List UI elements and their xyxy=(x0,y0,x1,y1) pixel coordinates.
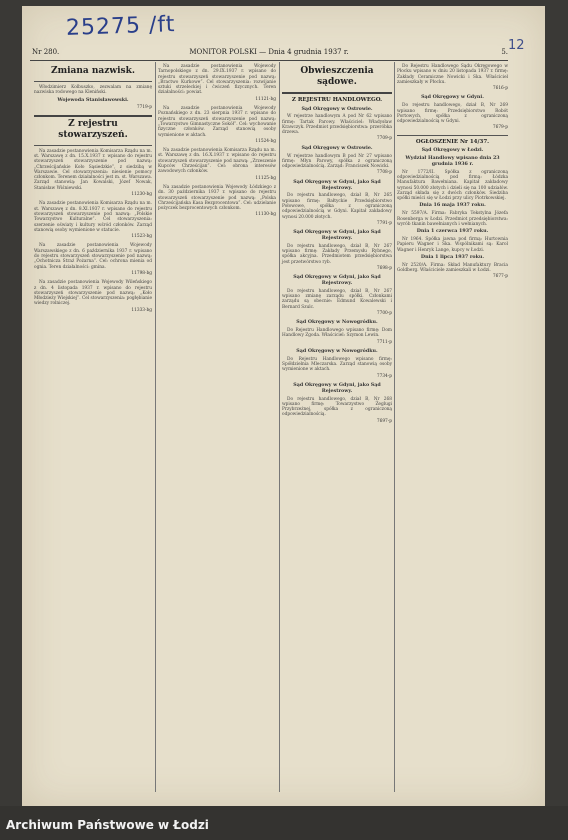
notice-entry xyxy=(34,243,152,276)
notice-code: 7709-p xyxy=(376,136,392,142)
notice-text: Nr 1772/II. Spółka z ograniczoną odpowiedzialnością pod firmą: Łódzka Manufaktura Bawełniana. Kapitał zakładowy wynosi 50.000 złotych i dzieli się na 100 udziałów. Zarząd składa się z dwóch członków. Siedziba spółki mieści się w Łodzi przy ulicy Piotrkowskiej. xyxy=(397,169,508,202)
notice-text: Do Rejestru Handlowego Sądu Okręgowego w Płocku wpisano w dniu 20 listopada 1937 r. firmę: Zakłady Ceramiczne Nowicki i Ska. Właściciel zamieszkały w Płocku. xyxy=(397,64,508,85)
notice-entry xyxy=(34,85,152,111)
column-4 xyxy=(397,64,508,284)
court-name: Sąd Okręgowy w Nowogródku. xyxy=(296,347,378,354)
notice-date: Dnia 16 maja 1937 roku. xyxy=(419,202,486,209)
notice-code: 11130-bg xyxy=(255,212,276,218)
notice-code: 7677-p xyxy=(492,274,508,280)
column-2 xyxy=(158,64,276,222)
notice-code: 11524-bg xyxy=(255,138,276,144)
notice-text: Na zasadzie postanowienia Komisarza Rządu na m. st. Warszawę z dn. 15.X.1937 r. wpisano do rejestru stowarzyszeń stowarzyszenie pod nazwą: „Chrześcijańskie Koło Sąsiedzkie”, z siedzibą w Warszawie. Cel stowarzyszenia: niesienie pomocy członkom. Terenem działalności jest m. st. Warszawa. Zarząd stanowią: Jan Kowalski, Józef Nowak, Stanisław Wiśniewski. xyxy=(34,148,152,191)
notice-date: Dnia 1 lipca 1937 roku. xyxy=(420,253,485,260)
notice-text: Nr 5597/A. Firma: Fabryka Tekstylna Józefa Rosenberga w Łodzi. Przedmiot przedsiębiorstwa: wyrób tkanin bawełnianych i wełnianych. xyxy=(397,211,508,227)
section-heading-announcements: Obwieszczenia sądowe. xyxy=(300,66,374,87)
notice-entry xyxy=(397,170,508,280)
column-divider xyxy=(279,62,280,792)
notice-entry xyxy=(158,64,276,102)
court-name: Sąd Okręgowy w Gdyni, jako Sąd Rejestrowy. xyxy=(293,274,381,287)
court-name: Sąd Okręgowy w Ostrowie. xyxy=(301,105,373,112)
page-number: 5. xyxy=(501,48,508,56)
notice-code: 7700-p xyxy=(376,311,392,316)
notice-entry xyxy=(158,106,276,144)
notice-entry xyxy=(158,148,276,181)
archive-footer xyxy=(0,806,568,840)
notice-heading: OGŁOSZENIE Nr 14/37. xyxy=(415,138,490,145)
notice-text: W rejestrze handlowym A pod Nr 62 wpisano firmę: Tartak Parowy. Właściciel: Władysław Krawczyk. Przedmiot przedsiębiorstwa: przeróbka drzewa. xyxy=(282,114,392,136)
notice-text: Na zasadzie postanowienia Wojewody Wileńskiego z dn. 4 listopada 1937 r. wpisano do rejestru stowarzyszeń stowarzyszenie pod nazwą: „Koło Młodzieży Wiejskiej”. Cel stowarzyszenia: pogłębianie wiedzy rolniczej. xyxy=(34,280,152,307)
notice-code: 7698-p xyxy=(376,265,392,271)
notice-text: W rejestrze handlowym B pod Nr 27 wpisano firmę: Młyn Parowy, spółka z ograniczoną odpowiedzialnością. Zarząd: Franciszek Nowicki. xyxy=(282,153,392,170)
notice-entry xyxy=(34,280,152,313)
notice-code: 7697-p xyxy=(376,418,392,424)
notice-text: Nr 2520/A. Firma: Skład Manufaktury Bracia Goldberg. Właściciele zamieszkali w Łodzi. xyxy=(397,262,508,273)
notice-text: Na zasadzie postanowienia Wojewody Poznańskiego z dn. 23 sierpnia 1937 r. wpisano do rejestru stowarzyszeń stowarzyszenie pod nazwą: „Towarzystwo Gimnastyczne Sokół”. Cel: wychowanie fizyczne członków. Zarząd stanowią osoby wymienione w aktach. xyxy=(158,106,276,138)
section-rule xyxy=(34,81,152,82)
notice-text: Do rejestru handlowego, dział B, Nr 267 wpisano firmę: Zakłady Przemysłu Rybnego, spółka akcyjna. Przedmiotem przedsiębiorstwa jest przetwórstwo ryb. xyxy=(282,243,392,265)
notice-code: 11230-bg xyxy=(131,192,152,198)
notice-text: Na zasadzie postanowienia Komisarza Rządu na m. st. Warszawę z dn. 16.X.1937 r. wpisano do rejestru stowarzyszeń stowarzyszenie pod nazwą: „Zrzeszenie Kupców Chrześcijan”. Cel: obrona interesów zawodowych członków. xyxy=(158,148,276,175)
notice-code: 7734-p xyxy=(376,373,392,379)
notice-text: Na zasadzie postanowienia Komisarza Rządu na m. st. Warszawę z dn. 8.XI.1937 r. wpisano do rejestru stowarzyszeń stowarzyszenie pod nazwą: „Polskie Towarzystwo Kulturalne”. Cel stowarzyszenia: szerzenie oświaty i kultury wśród członków. Zarząd stanowią osoby wymienione w statucie. xyxy=(34,201,152,233)
court-name: Sąd Okręgowy w Gdyni, jako Sąd Rejestrowy. xyxy=(293,178,381,191)
notice-text: Do rejestru handlowego, dział B, Nr 267 wpisano zmianę zarządu spółki. Członkami zarządu są obecnie: Edmund Kowalewski i Bernard Szulc. xyxy=(282,288,392,310)
notice-text: Na zasadzie postanowienia Wojewody Tarnopolskiego z dn. 29.IX.1937 r. wpisano do rejestru stowarzyszeń stowarzyszenie pod nazwą: „Bractwo Kurkowe”. Cel stowarzyszenia: rozwijanie sztuki strzeleckiej i ćwiczeń fizycznych. Teren działalności: powiat. xyxy=(158,64,276,96)
notice-code: 7616-p xyxy=(492,86,508,92)
notice-entry xyxy=(282,275,392,316)
notice-entry xyxy=(34,201,152,239)
notice-entry xyxy=(158,185,276,218)
notice-entry xyxy=(282,146,392,176)
court-name: Sąd Okręgowy w Gdyni, jako Sąd Rejestrowy. xyxy=(293,229,381,241)
notice-text: Do rejestru handlowego, dział B, Nr 268 wpisano firmę: Towarzystwo Żeglugi Przybrzeżnej, spółka z ograniczoną odpowiedzialnością. xyxy=(282,396,392,418)
notice-code: 11125-bg xyxy=(255,175,276,181)
notice-code: 11798-bg xyxy=(131,270,152,276)
notice-subheading: Wydział Handlowy wpisano dnia 23 grudnia 1936 r. xyxy=(405,155,500,167)
handwritten-corner-mark: 12 xyxy=(508,38,525,53)
column-divider xyxy=(155,62,156,792)
section-heading-trade-register: Z REJESTRU HANDLOWEGO. xyxy=(291,97,383,103)
section-heading-name-change: Zmiana nazwisk. xyxy=(51,66,135,76)
page-header xyxy=(30,46,508,60)
court-name: Sąd Okręgowy w Gdyni. xyxy=(421,94,484,101)
notice-text: Włodzimierz Kolbuszko, zezwalam na zmianę nazwiska rodowego na Kleniński. xyxy=(34,85,152,96)
notice-text: Na zasadzie postanowienia Wojewody Warszawskiego z dn. 6 października 1937 r. wpisano do rejestru stowarzyszeń stowarzyszenie pod nazwą: „Ochotnicza Straż Pożarna”. Cel: ochrona mienia od ognia. Teren działalności: gmina. xyxy=(34,243,152,270)
court-name: Sąd Okręgowy w Ostrowie. xyxy=(301,144,373,151)
notice-entry xyxy=(282,320,392,345)
notice-entry xyxy=(397,95,508,130)
column-1 xyxy=(34,64,152,317)
notice-entry xyxy=(282,349,392,379)
notice-code: 11121-bg xyxy=(255,96,276,102)
notice-entry xyxy=(397,64,508,91)
notice-text: Do Rejestru Handlowego wpisano firmę: Spółdzielnia Mleczarska. Zarząd stanowią osoby wymienione w aktach. xyxy=(282,356,392,373)
notice-code: 11523-bg xyxy=(131,234,152,240)
section-rule xyxy=(282,92,392,94)
notice-signer: Wojewoda Stanisławowski. xyxy=(57,96,129,103)
handwritten-reference: 25275 /ft xyxy=(65,12,176,41)
archive-name: Archiwum Państwowe w Łodzi xyxy=(6,818,209,832)
notice-entry xyxy=(282,230,392,271)
court-name: Sąd Okręgowy w Gdyni, jako Sąd Rejestrowy. xyxy=(293,381,381,394)
notice-entry xyxy=(282,180,392,226)
column-divider xyxy=(394,62,395,792)
notice-code: 7708-p xyxy=(376,170,392,176)
notice-code: 7711-p xyxy=(376,339,392,345)
notice-code: 7679-p xyxy=(492,125,508,131)
section-rule xyxy=(397,135,508,136)
publication-title: MONITOR POLSKI — Dnia 4 grudnia 1937 r. xyxy=(189,48,349,56)
column-3 xyxy=(282,64,392,428)
section-heading-register: Z rejestru stowarzyszeń. xyxy=(58,118,128,140)
notice-text: Nr 1964. Spółka jawna pod firmą: Hurtownia Papieru Wagner i Ska. Wspólnikami są: Karol Wagner i Henryk Lange, kupcy w Łodzi. xyxy=(397,236,508,253)
notice-entry xyxy=(282,383,392,424)
court-name: Sąd Okręgowy w Łodzi. xyxy=(421,147,484,154)
notice-text: Na zasadzie postanowienia Wojewody Łódzkiego z dn. 30 października 1937 r. wpisano do rejestru stowarzyszeń stowarzyszenie pod nazwą: „Polska Chrześcijańska Kasa Bezprocentowa”. Cel: udzielanie pożyczek bezprocentowych członkom. xyxy=(158,184,276,212)
notice-code: 7791-p xyxy=(376,220,392,226)
notice-date: Dnia 1 czerwca 1937 roku. xyxy=(416,228,489,235)
notice-entry xyxy=(34,149,152,198)
issue-number: Nr 280. xyxy=(32,48,60,56)
notice-code: 11333-bg xyxy=(131,307,152,313)
header-rule xyxy=(30,60,508,61)
notice-text: Do rejestru handlowego, dział B, Nr 269 wpisano firmę: Przedsiębiorstwo Robót Portowych, spółka z ograniczoną odpowiedzialnością w Gdyni. xyxy=(397,103,508,125)
court-name: Sąd Okręgowy w Nowogródku. xyxy=(296,319,378,326)
notice-text: Do Rejestru Handlowego wpisano firmę: Dom Handlowy Zgoda. Właściciel: Szymon Lewin. xyxy=(282,328,392,339)
section-rule xyxy=(34,145,152,146)
section-rule xyxy=(34,115,152,117)
notice-text: Do rejestru handlowego, dział B, Nr 265 wpisano firmę: Bałtyckie Przedsiębiorstwo Połowowe, spółka z ograniczoną odpowiedzialnością w Gdyni. Kapitał zakładowy wynosi 20.000 złotych. xyxy=(282,193,392,220)
notice-code: 7719-p xyxy=(136,105,152,111)
notice-entry xyxy=(282,107,392,142)
